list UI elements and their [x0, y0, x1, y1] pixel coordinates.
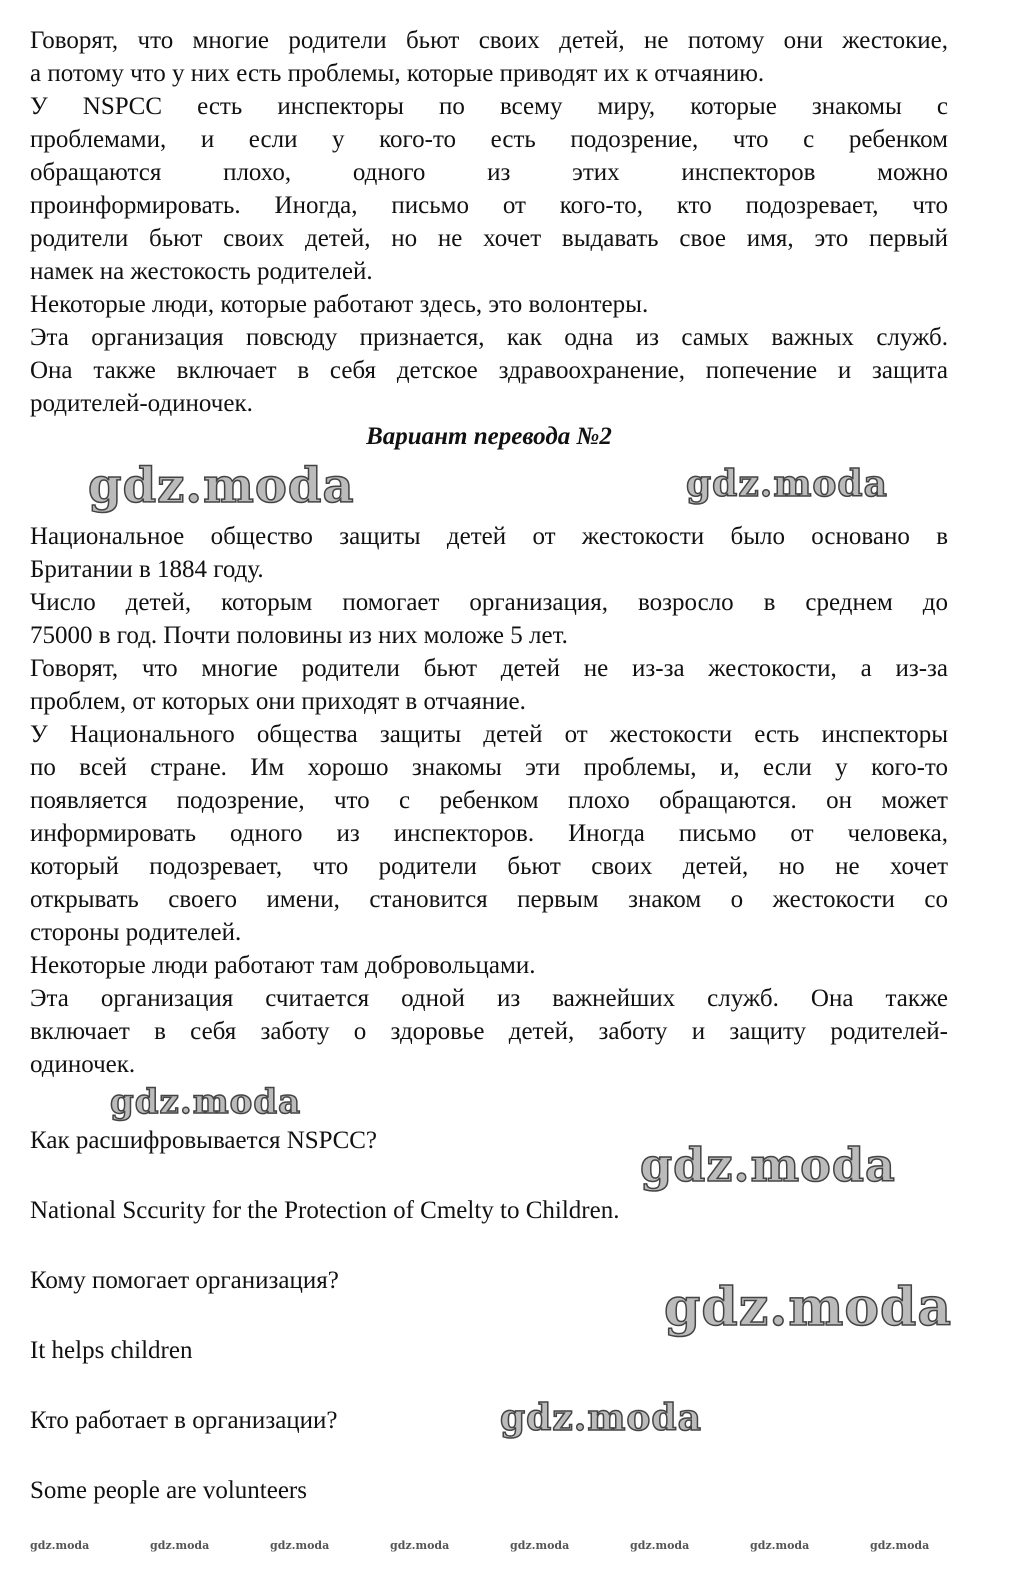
text-line: Некоторые люди работают там добровольцами.: [30, 952, 536, 979]
text-line: родителей-одиночек.: [30, 390, 253, 417]
answer-3: Some people are volunteers: [30, 1477, 307, 1504]
text-line: проинформировать. Иногда, письмо от кого-то, кто подозревает, что: [30, 192, 948, 219]
paragraph: [30, 24, 948, 90]
text-line: который подозревает, что родители бьют своих детей, но не хочет: [30, 853, 948, 880]
section-heading: Вариант перевода №2: [366, 423, 612, 450]
watermark: gdz.moda: [664, 1277, 953, 1338]
text-line: обращаются плохо, одного из этих инспекторов можно: [30, 159, 948, 186]
text-line: Говорят, что многие родители бьют детей не из-за жестокости, а из-за: [30, 655, 948, 682]
watermark: gdz.moda: [630, 1539, 690, 1552]
paragraph: [30, 949, 948, 982]
text-line: включает в себя заботу о здоровье детей, заботу и защиту родителей-: [30, 1018, 948, 1045]
question-1: Как расшифровывается NSPCC?: [30, 1127, 378, 1154]
text-line: по всей стране. Им хорошо знакомы эти проблемы, и, если у кого-то: [30, 754, 948, 781]
watermark: gdz.moda: [30, 1539, 90, 1552]
paragraph: [30, 718, 948, 949]
text-line: проблемами, и если у кого-то есть подозрение, что с ребенком: [30, 126, 948, 153]
text-line: родители бьют своих детей, но не хочет выдавать свое имя, это первый: [30, 225, 948, 252]
watermark: gdz.moda: [110, 1082, 302, 1122]
watermark: gdz.moda: [150, 1539, 210, 1552]
text-line: 75000 в год. Почти половины из них моложе 5 лет.: [30, 622, 568, 649]
text-line: Некоторые люди, которые работают здесь, это волонтеры.: [30, 291, 649, 318]
text-line: Эта организация повсюду признается, как одна из самых важных служб.: [30, 324, 948, 351]
paragraph: [30, 321, 948, 420]
text-line: стороны родителей.: [30, 919, 242, 946]
text-line: открывать своего имени, становится первым знаком о жестокости со: [30, 886, 948, 913]
text-line: информировать одного из инспекторов. Иногда письмо от человека,: [30, 820, 948, 847]
watermark: gdz.moda: [640, 1138, 896, 1192]
text-line: проблем, от которых они приходят в отчаяние.: [30, 688, 526, 715]
text-line: а потому что у них есть проблемы, которые приводят их к отчаянию.: [30, 60, 765, 87]
watermark: gdz.moda: [750, 1539, 810, 1552]
text-line: У NSPCC есть инспекторы по всему миру, которые знакомы с: [30, 93, 948, 120]
watermark: gdz.moda: [870, 1539, 930, 1552]
watermark: gdz.moda: [88, 458, 355, 514]
text-line: намек на жестокость родителей.: [30, 258, 373, 285]
question-2: Кому помогает организация?: [30, 1267, 339, 1294]
paragraph: [30, 90, 948, 288]
text-line: Говорят, что многие родители бьют своих детей, не потому они жестокие,: [30, 27, 948, 54]
watermark: gdz.moda: [510, 1539, 570, 1552]
text-line: одиночек.: [30, 1051, 136, 1078]
translation-variant-2: [30, 520, 948, 1081]
text-line: Она также включает в себя детское здравоохранение, попечение и защита: [30, 357, 948, 384]
watermark: gdz.moda: [500, 1397, 702, 1439]
paragraph: [30, 586, 948, 652]
question-3: Кто работает в организации?: [30, 1407, 338, 1434]
answer-1: National Sccurity for the Protection of Cmelty to Children.: [30, 1197, 620, 1224]
translation-variant-1: [30, 24, 948, 420]
text-line: Национальное общество защиты детей от жестокости было основано в: [30, 523, 948, 550]
paragraph: [30, 652, 948, 718]
text-line: Эта организация считается одной из важнейших служб. Она также: [30, 985, 948, 1012]
paragraph: [30, 288, 948, 321]
text-line: У Национального общества защиты детей от жестокости есть инспекторы: [30, 721, 948, 748]
watermark: gdz.moda: [686, 463, 888, 505]
paragraph: [30, 520, 948, 586]
text-line: появляется подозрение, что с ребенком плохо обращаются. он может: [30, 787, 948, 814]
watermark: gdz.moda: [390, 1539, 450, 1552]
watermark: gdz.moda: [270, 1539, 330, 1552]
paragraph: [30, 982, 948, 1081]
answer-2: It helps children: [30, 1337, 193, 1364]
text-line: Британии в 1884 году.: [30, 556, 264, 583]
text-line: Число детей, которым помогает организация, возросло в среднем до: [30, 589, 948, 616]
